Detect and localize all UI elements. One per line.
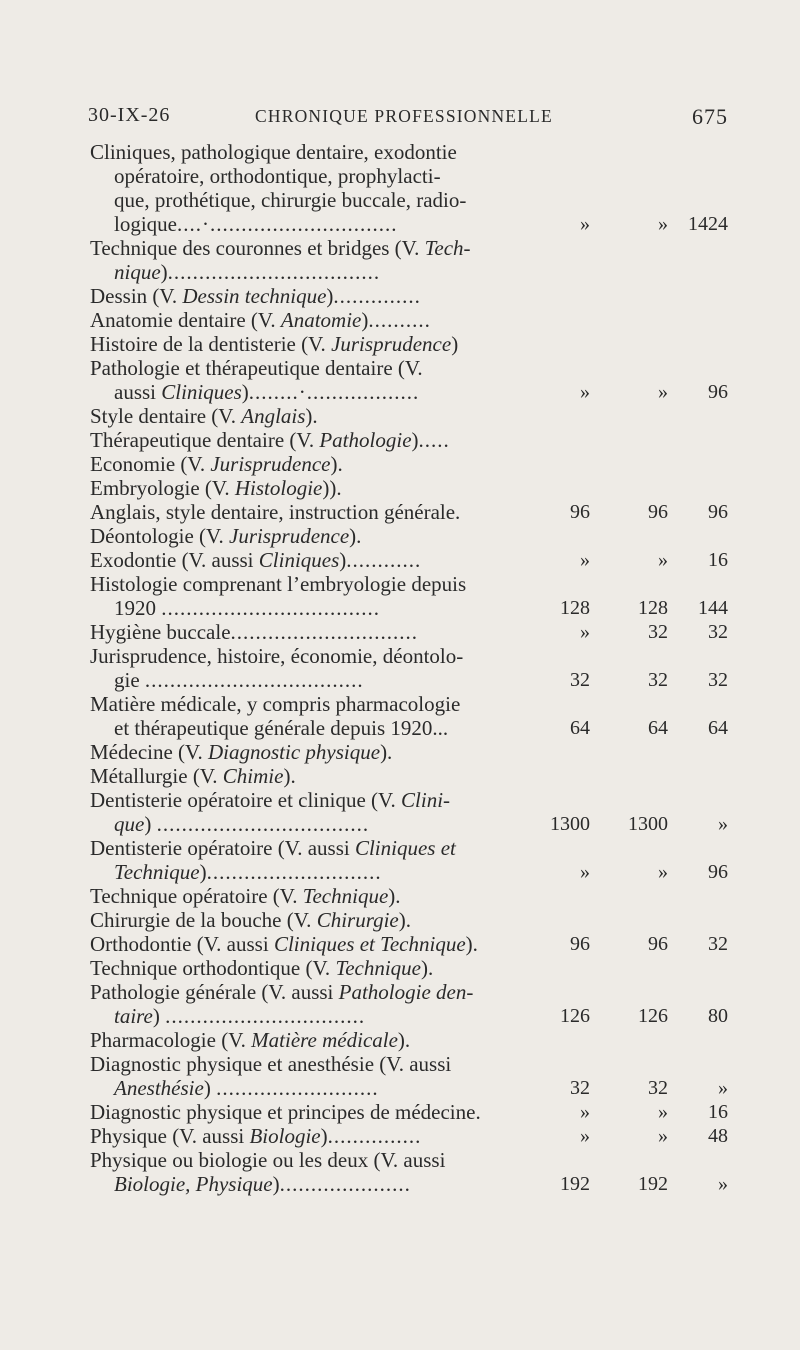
entry-text: Cliniques, pathologique dentaire, exodontie (90, 140, 457, 164)
leader-dots: ....·.............................. (177, 212, 398, 236)
entry-reference: Pathologie (319, 428, 412, 452)
list-item (90, 1148, 740, 1196)
entry-text: gie (114, 668, 145, 692)
entry-text: )). (322, 476, 342, 500)
entry-line (90, 428, 740, 452)
entry-text: ). (398, 908, 411, 932)
entry-text: Dentisterie opératoire (V. aussi (90, 836, 355, 860)
hours-column-1: » (580, 213, 590, 235)
hours-column-3: » (718, 813, 728, 835)
list-item (90, 884, 740, 908)
list-item (90, 404, 740, 428)
list-item (90, 308, 740, 332)
hours-column-3: 32 (708, 669, 728, 691)
entry-reference: Chirurgie (316, 908, 399, 932)
entry-line (90, 164, 740, 188)
hours-column-2: 32 (648, 669, 668, 691)
entry-line (90, 980, 740, 1004)
entry-text: Exodontie (V. aussi (90, 548, 259, 572)
entry-reference: Technique (302, 884, 389, 908)
leader-dots: .......................... (216, 1076, 379, 1100)
entry-line (90, 284, 740, 308)
entry-text: ) (241, 380, 249, 404)
list-item (90, 500, 740, 524)
list-item (90, 764, 740, 788)
list-item (90, 524, 740, 548)
entry-line (90, 788, 740, 812)
entry-line (90, 260, 740, 284)
leader-dots: .............................. (230, 620, 419, 644)
list-item (90, 236, 740, 284)
entry-text: ) (272, 1172, 280, 1196)
hours-column-2: 64 (648, 717, 668, 739)
entry-text: ). (421, 956, 434, 980)
hours-column-3: 144 (698, 597, 728, 619)
list-item (90, 836, 740, 884)
hours-column-2: 1300 (628, 813, 668, 835)
header-date: 30-IX-26 (88, 104, 171, 126)
entry-line (90, 764, 740, 788)
entry-reference: taire (114, 1004, 153, 1028)
hours-column-3: 96 (708, 381, 728, 403)
list-item (90, 908, 740, 932)
list-item (90, 788, 740, 836)
hours-column-1: » (580, 621, 590, 643)
list-item (90, 980, 740, 1028)
entry-text: aussi (114, 380, 162, 404)
entry-text: Physique ou biologie ou les deux (V. aussi (90, 1148, 446, 1172)
entry-line (90, 716, 740, 740)
entry-line (90, 140, 740, 164)
entry-text: ) (203, 1076, 217, 1100)
hours-column-3: 48 (708, 1125, 728, 1147)
list-item (90, 956, 740, 980)
leader-dots: ................................ (165, 1004, 366, 1028)
leader-dots: .......... (368, 308, 431, 332)
entry-line (90, 572, 740, 596)
list-item (90, 428, 740, 452)
entry-text: et thérapeutique générale depuis 1920... (114, 716, 449, 740)
running-header (88, 100, 728, 130)
entry-text: Dentisterie opératoire et clinique (V. (90, 788, 402, 812)
entry-text: Histologie comprenant l’embryologie depuis (90, 572, 467, 596)
entry-text: Déontologie (V. (90, 524, 230, 548)
entry-reference: que (114, 812, 145, 836)
entry-reference: Technique (114, 860, 200, 884)
entry-line (90, 668, 740, 692)
entry-text: Jurisprudence, histoire, économie, déontolo- (90, 644, 464, 668)
entry-reference: Cliniques et (354, 836, 456, 860)
leader-dots: ..... (418, 428, 450, 452)
entry-text: opératoire, orthodontique, prophylacti- (114, 164, 441, 188)
entry-line (90, 1076, 740, 1100)
list-item (90, 1052, 740, 1100)
entry-text: ) (152, 1004, 166, 1028)
hours-column-1: 1300 (550, 813, 590, 835)
hours-column-3: » (718, 1077, 728, 1099)
entry-text: Technique des couronnes et bridges (V. (90, 236, 425, 260)
hours-column-1: » (580, 549, 590, 571)
list-item (90, 572, 740, 620)
entry-line (90, 908, 740, 932)
list-item (90, 1124, 740, 1148)
entry-line (90, 644, 740, 668)
entry-text: Orthodontie (V. aussi (90, 932, 274, 956)
hours-column-3: 32 (708, 621, 728, 643)
hours-column-1: 192 (560, 1173, 590, 1195)
entry-text: ). (388, 884, 401, 908)
leader-dots: ............ (346, 548, 422, 572)
entry-line (90, 380, 740, 404)
entry-text: Diagnostic physique et principes de médecine. (90, 1100, 481, 1124)
entry-text: Médecine (V. (90, 740, 208, 764)
entry-text: Pharmacologie (V. (90, 1028, 252, 1052)
entry-text: Physique (V. aussi (90, 1124, 250, 1148)
hours-column-1: 32 (570, 669, 590, 691)
subject-list (90, 140, 740, 1196)
list-item (90, 452, 740, 476)
entry-text: ) (411, 428, 419, 452)
entry-reference: nique (114, 260, 161, 284)
entry-text: Métallurgie (V. (90, 764, 223, 788)
entry-text: ). (283, 764, 296, 788)
entry-text: Technique orthodontique (V. (90, 956, 336, 980)
hours-column-2: 32 (648, 1077, 668, 1099)
entry-reference: Jurisprudence (210, 452, 331, 476)
entry-text: ) (320, 1124, 328, 1148)
hours-column-2: » (658, 213, 668, 235)
entry-reference: Tech- (424, 236, 471, 260)
entry-text: ). (330, 452, 343, 476)
entry-reference: Anesthésie (114, 1076, 204, 1100)
entry-line (90, 356, 740, 380)
entry-text: que, prothétique, chirurgie buccale, radio- (114, 188, 467, 212)
hours-column-3: 1424 (688, 213, 728, 235)
entry-reference: Chimie (222, 764, 284, 788)
entry-line (90, 692, 740, 716)
list-item (90, 548, 740, 572)
hours-column-3: 16 (708, 1101, 728, 1123)
entry-text: ). (305, 404, 318, 428)
leader-dots: ................................... (144, 668, 364, 692)
entry-line (90, 500, 740, 524)
hours-column-1: 96 (570, 501, 590, 523)
hours-column-3: 96 (708, 861, 728, 883)
entry-text: Diagnostic physique et anesthésie (V. aussi (90, 1052, 452, 1076)
hours-column-3: 32 (708, 933, 728, 955)
entry-line (90, 308, 740, 332)
entry-reference: Anatomie (280, 308, 362, 332)
hours-column-2: » (658, 1125, 668, 1147)
hours-column-2: 96 (648, 933, 668, 955)
hours-column-2: 32 (648, 621, 668, 643)
leader-dots: ............................ (206, 860, 382, 884)
header-title: CHRONIQUE PROFESSIONNELLE (255, 106, 553, 126)
list-item (90, 1100, 740, 1124)
entry-line (90, 236, 740, 260)
entry-text: ) (160, 260, 168, 284)
entry-reference: Pathologie den- (338, 980, 474, 1004)
list-item (90, 620, 740, 644)
entry-text: ). (397, 1028, 411, 1052)
hours-column-2: » (658, 861, 668, 883)
hours-column-2: 192 (638, 1173, 668, 1195)
entry-reference: Biologie, Physique (114, 1172, 273, 1196)
entry-line (90, 1148, 740, 1172)
entry-reference: Cliniques (258, 548, 340, 572)
entry-reference: Jurisprudence (331, 332, 452, 356)
entry-line (90, 548, 740, 572)
list-item (90, 932, 740, 956)
entry-line (90, 956, 740, 980)
list-item (90, 332, 740, 356)
entry-line (90, 884, 740, 908)
entry-text: Anatomie dentaire (V. (90, 308, 281, 332)
hours-column-2: » (658, 549, 668, 571)
entry-reference: Dessin technique (182, 284, 327, 308)
hours-column-3: 64 (708, 717, 728, 739)
entry-reference: Diagnostic physique (208, 740, 381, 764)
hours-column-1: 128 (560, 597, 590, 619)
list-item (90, 140, 740, 236)
entry-text: ) (199, 860, 207, 884)
hours-column-3: 16 (708, 549, 728, 571)
entry-line (90, 620, 740, 644)
leader-dots: ................................... (161, 596, 380, 620)
entry-reference: Technique (335, 956, 421, 980)
entry-text: Thérapeutique dentaire (V. (90, 428, 320, 452)
list-item (90, 1028, 740, 1052)
entry-text: Anglais, style dentaire, instruction générale. (90, 500, 461, 524)
entry-text: ) (451, 332, 459, 356)
entry-line (90, 1100, 740, 1124)
entry-text: ). (349, 524, 362, 548)
hours-column-1: 64 (570, 717, 590, 739)
hours-column-1: » (580, 381, 590, 403)
hours-column-2: » (658, 381, 668, 403)
hours-column-2: » (658, 1101, 668, 1123)
leader-dots: .............. (333, 284, 421, 308)
leader-dots: ..................... (279, 1172, 411, 1196)
entry-text: Economie (V. (90, 452, 211, 476)
entry-reference: Histologie (234, 476, 323, 500)
entry-line (90, 524, 740, 548)
entry-line (90, 1052, 740, 1076)
hours-column-1: 32 (570, 1077, 590, 1099)
entry-line (90, 476, 740, 500)
entry-reference: Biologie (249, 1124, 321, 1148)
entry-reference: Cliniques (161, 380, 242, 404)
entry-text: Dessin (V. (90, 284, 183, 308)
page-number: 675 (692, 104, 728, 129)
entry-text: 1920 (114, 596, 162, 620)
leader-dots: ............... (327, 1124, 422, 1148)
list-item (90, 740, 740, 764)
entry-text: Matière médicale, y compris pharmacologie (90, 692, 461, 716)
entry-line (90, 188, 740, 212)
hours-column-1: » (580, 1101, 590, 1123)
entry-line (90, 860, 740, 884)
entry-reference: Jurisprudence (229, 524, 350, 548)
hours-column-1: 96 (570, 933, 590, 955)
entry-text: ) (144, 812, 157, 836)
leader-dots: ........·.................. (248, 380, 420, 404)
entry-text: logique (114, 212, 177, 236)
entry-line (90, 212, 740, 236)
entry-text: Chirurgie de la bouche (V. (90, 908, 317, 932)
list-item (90, 644, 740, 692)
list-item (90, 356, 740, 404)
hours-column-1: » (580, 1125, 590, 1147)
entry-text: Technique opératoire (V. (90, 884, 303, 908)
entry-line (90, 836, 740, 860)
hours-column-2: 128 (638, 597, 668, 619)
hours-column-2: 96 (648, 501, 668, 523)
entry-text: ). (380, 740, 393, 764)
hours-column-1: 126 (560, 1005, 590, 1027)
entry-line (90, 1028, 740, 1052)
entry-text: ). (465, 932, 478, 956)
hours-column-3: » (718, 1173, 728, 1195)
entry-reference: Anglais (241, 404, 306, 428)
entry-text: ) (361, 308, 369, 332)
hours-column-1: » (580, 861, 590, 883)
entry-line (90, 404, 740, 428)
hours-column-2: 126 (638, 1005, 668, 1027)
entry-reference: Clini- (401, 788, 451, 812)
hours-column-3: 96 (708, 501, 728, 523)
list-item (90, 284, 740, 308)
entry-line (90, 1124, 740, 1148)
entry-line (90, 740, 740, 764)
leader-dots: .................................. (167, 260, 381, 284)
entry-line (90, 932, 740, 956)
entry-line (90, 332, 740, 356)
entry-text: Embryologie (V. (90, 476, 235, 500)
entry-text: Style dentaire (V. (90, 404, 242, 428)
entry-text: ) (326, 284, 334, 308)
entry-line (90, 452, 740, 476)
leader-dots: .................................. (156, 812, 370, 836)
entry-text: Pathologie et thérapeutique dentaire (V. (90, 356, 423, 380)
entry-text: Histoire de la dentisterie (V. (90, 332, 332, 356)
entry-text: Hygiène buccale (90, 620, 231, 644)
entry-text: Pathologie générale (V. aussi (90, 980, 339, 1004)
list-item (90, 476, 740, 500)
entry-text: ) (339, 548, 347, 572)
entry-reference: Cliniques et Technique (273, 932, 466, 956)
list-item (90, 692, 740, 740)
entry-reference: Matière médicale (251, 1028, 398, 1052)
hours-column-3: 80 (708, 1005, 728, 1027)
